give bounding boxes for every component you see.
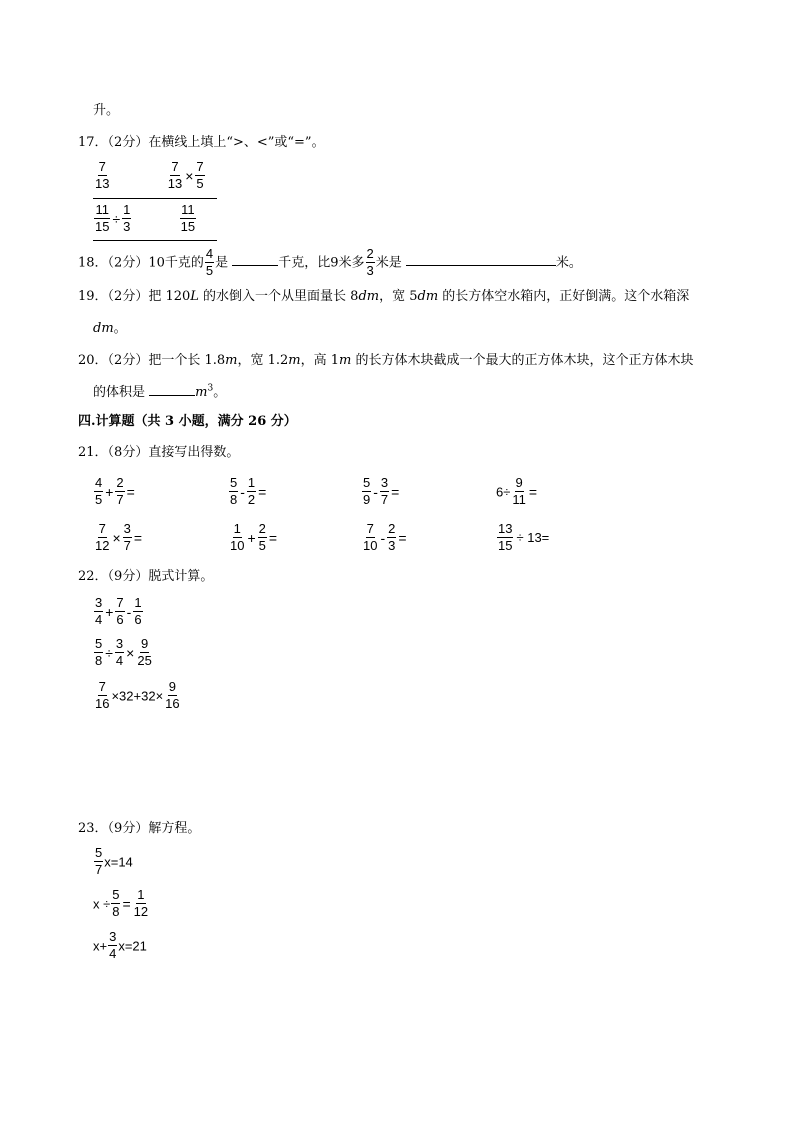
q21-item: $\frac{7}{12}$ × $\frac{3}{7}$ = xyxy=(95,521,143,554)
q20-line2: 的体积是 $m^3$。 xyxy=(93,383,227,400)
q17-title: 17．（2分）在横线上填上“>、<”或“=”。 xyxy=(78,135,325,150)
q19-line1: 19．（2分）把 120L 的水倒入一个从里面量长 8dm，宽 5dm 的长方体空水箱内，正好倒满。这个水箱深 xyxy=(78,289,690,304)
fraction: $\frac{2}{3}$ xyxy=(366,246,374,279)
q20-blank[interactable] xyxy=(149,384,195,396)
q18-blank-2[interactable] xyxy=(406,255,556,266)
fraction: $\frac{7}{13}$ xyxy=(95,159,110,192)
fraction: $\frac{11}{15}$ xyxy=(180,202,196,235)
fraction: $\frac{4}{5}$ xyxy=(205,246,214,279)
q18: 18．（2分）10千克的 $\frac{4}{5}$ 是 千克，比9米多 $\frac{2}{3}$ 米是 米。 xyxy=(78,246,582,279)
q22-title: 22．（9分）脱式计算。 xyxy=(78,569,214,584)
q21-item: $\frac{4}{5}$ + $\frac{2}{7}$ = xyxy=(95,475,135,508)
q22-expr-1: $\frac{3}{4}$ + $\frac{7}{6}$ - $\frac{1}{6}$ xyxy=(95,595,142,628)
q22-expr-3: $\frac{7}{16}$ ×32+32× $\frac{9}{16}$ xyxy=(95,679,180,712)
q17-answer-line-2[interactable] xyxy=(93,240,217,241)
q17-answer-line-1[interactable] xyxy=(93,198,217,199)
fraction: $\frac{1}{3}$ xyxy=(123,202,131,235)
q23-eq-2: x ÷ $\frac{5}{8}$ = $\frac{1}{12}$ xyxy=(93,887,149,920)
fraction: $\frac{7}{13}$ xyxy=(167,159,183,192)
q21-item: 6÷ $\frac{9}{11}$ = xyxy=(496,475,538,508)
q22-expr-2: $\frac{5}{8}$ ÷ $\frac{3}{4}$ × $\frac{9}{25}$ xyxy=(95,636,152,669)
q21-item: $\frac{5}{8}$ - $\frac{1}{2}$ = xyxy=(230,475,267,508)
q23-eq-3: x+ $\frac{3}{4}$ x=21 xyxy=(93,929,147,962)
q17-row1: $\frac{7}{13}$ $\frac{7}{13}$ × $\frac{7}{5}$ xyxy=(95,159,204,192)
q19-line2: dm。 xyxy=(93,321,127,336)
q23-title: 23．（9分）解方程。 xyxy=(78,821,201,836)
q21-item: $\frac{13}{15}$ ÷ 13= xyxy=(498,521,550,554)
q23-eq-1: $\frac{5}{7}$ x=14 xyxy=(95,845,133,878)
q21-item: $\frac{7}{10}$ - $\frac{2}{3}$ = xyxy=(363,521,407,554)
fraction: $\frac{7}{5}$ xyxy=(196,159,204,192)
q21-item: $\frac{5}{9}$ - $\frac{3}{7}$ = xyxy=(363,475,400,508)
fraction: $\frac{11}{15}$ xyxy=(95,202,110,235)
section-heading: 四.计算题（共 3 小题，满分 26 分） xyxy=(78,414,297,429)
top-fragment: 升。 xyxy=(93,103,120,118)
q20-line1: 20．（2分）把一个长 1.8m，宽 1.2m，高 1m 的长方体木块截成一个最大的正方体木块，这个正方体木块 xyxy=(78,353,694,368)
q18-blank-1[interactable] xyxy=(232,255,278,266)
q21-item: $\frac{1}{10}$ + $\frac{2}{5}$ = xyxy=(230,521,278,554)
q21-title: 21．（8分）直接写出得数。 xyxy=(78,445,240,460)
q17-row2: $\frac{11}{15}$ ÷ $\frac{1}{3}$ $\frac{11}{15}$ xyxy=(95,202,196,235)
